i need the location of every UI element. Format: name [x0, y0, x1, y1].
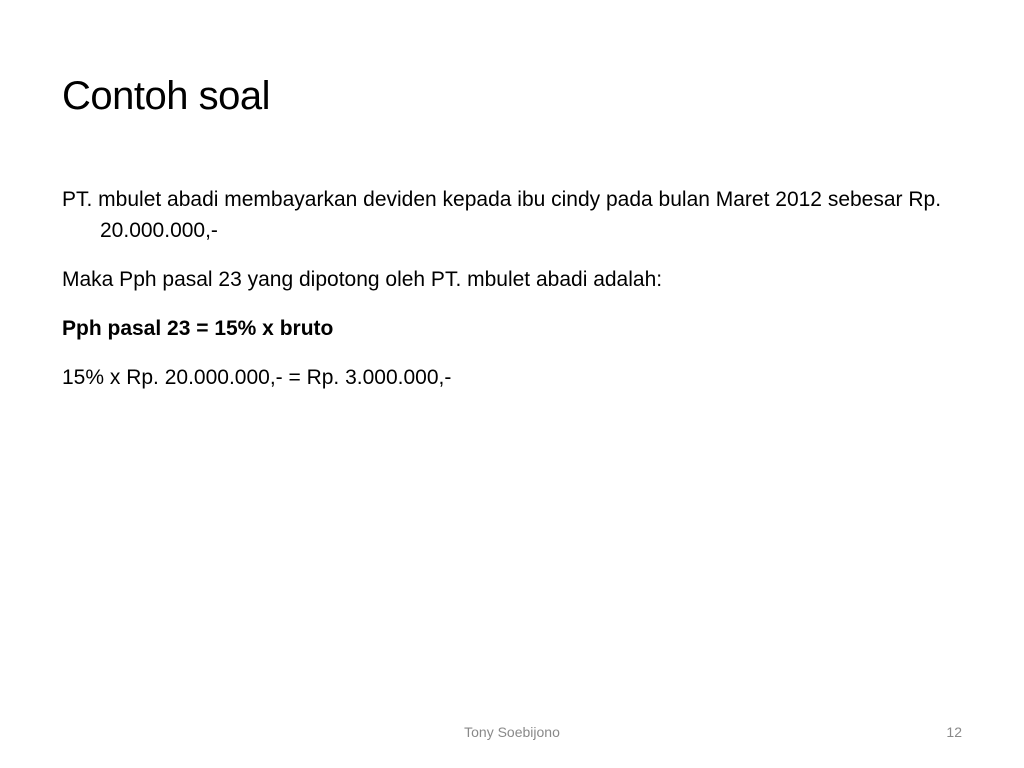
- problem-statement: PT. mbulet abadi membayarkan deviden kepada ibu cindy pada bulan Maret 2012 sebesar Rp. 20.000.000,-: [62, 188, 942, 242]
- formula-text: Pph pasal 23 = 15% x bruto: [62, 317, 334, 340]
- calculation-text: 15% x Rp. 20.000.000,- = Rp. 3.000.000,-: [62, 366, 452, 389]
- footer-author: Tony Soebijono: [464, 724, 560, 740]
- page-number: 12: [946, 724, 962, 740]
- slide-body: [62, 184, 942, 411]
- question-text: Maka Pph pasal 23 yang dipotong oleh PT. mbulet abadi adalah:: [62, 268, 663, 291]
- slide-title: Contoh soal: [62, 74, 270, 118]
